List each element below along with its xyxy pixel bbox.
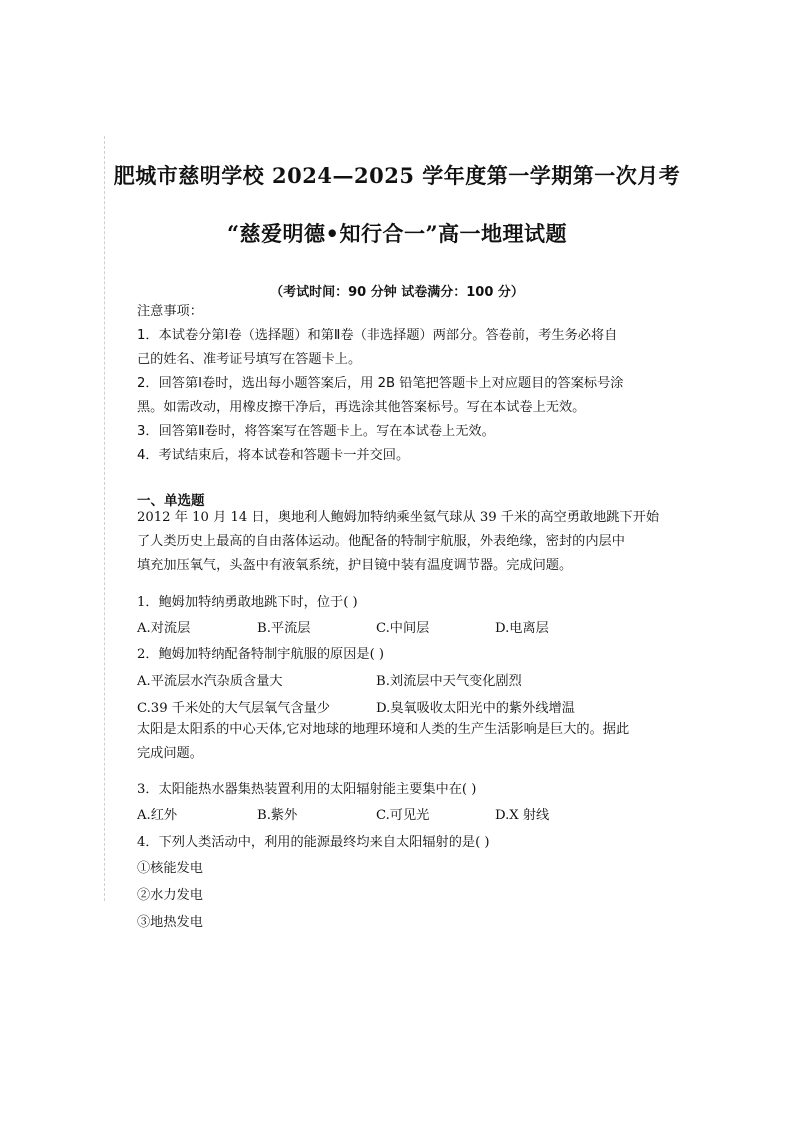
exam-title: 肥城市慈明学校 2024—2025 学年度第一学期第一次月考 xyxy=(113,163,681,188)
question-4-item: ③地热发电 xyxy=(137,915,203,930)
question-4-stem: 4．下列人类活动中，利用的能源最终均来自太阳辐射的是( ) xyxy=(137,835,490,850)
option-c: C.可见光 xyxy=(376,808,430,823)
passage-line: 填充加压氧气，头盔中有液氧系统，护目镜中装有温度调节器。完成问题。 xyxy=(137,558,573,573)
option-d: D.电离层 xyxy=(495,621,549,636)
passage-line: 了人类历史上最高的自由落体运动。他配备的特制宇航服，外表绝缘，密封的内层中 xyxy=(137,534,625,549)
question-4-item: ①核能发电 xyxy=(137,861,203,876)
notice-heading: 注意事项： xyxy=(137,304,203,319)
option-b: B.紫外 xyxy=(257,808,298,823)
question-3-options xyxy=(137,804,657,826)
exam-info: （考试时间：90 分钟 试卷满分：100 分） xyxy=(270,285,524,300)
exam-subtitle: “慈爱明德•知行合一”高一地理试题 xyxy=(226,221,568,246)
option-d: D.X 射线 xyxy=(495,808,550,823)
notice-line: 4．考试结束后，将本试卷和答题卡一并交回。 xyxy=(137,448,410,463)
passage-line: 完成问题。 xyxy=(137,746,203,761)
binding-margin-line xyxy=(104,136,105,901)
notice-line: 1．本试卷分第Ⅰ卷（选择题）和第Ⅱ卷（非选择题）两部分。答卷前，考生务必将自 xyxy=(137,328,618,343)
question-2-options-row1 xyxy=(137,670,657,692)
passage-1 xyxy=(137,506,667,578)
question-2-options-row2 xyxy=(137,697,657,719)
passage-line: 2012 年 10 月 14 日，奥地利人鲍姆加特纳乘坐氦气球从 39 千米的高空勇敢地跳下开始 xyxy=(137,510,660,525)
option-a: A.对流层 xyxy=(137,621,191,636)
question-1-stem: 1．鲍姆加特纳勇敢地跳下时，位于( ) xyxy=(137,595,358,610)
notice-block xyxy=(137,300,667,468)
passage-2 xyxy=(137,718,667,766)
option-a: A.平流层水汽杂质含量大 xyxy=(137,674,283,689)
option-c: C.中间层 xyxy=(376,621,430,636)
option-c: C.39 千米处的大气层氧气含量少 xyxy=(137,701,331,716)
option-b: B.平流层 xyxy=(257,621,311,636)
notice-line: 2．回答第Ⅰ卷时，选出每小题答案后，用 2B 铅笔把答题卡上对应题目的答案标号涂 xyxy=(137,376,624,391)
notice-line: 黑。如需改动，用橡皮擦干净后，再选涂其他答案标号。写在本试卷上无效。 xyxy=(137,400,586,415)
passage-line: 太阳是太阳系的中心天体,它对地球的地理环境和人类的生产生活影响是巨大的。据此 xyxy=(137,722,630,737)
question-1-options xyxy=(137,617,657,639)
section-heading: 一、单选题 xyxy=(137,493,205,509)
option-b: B.刘流层中天气变化剧烈 xyxy=(376,674,522,689)
option-d: D.臭氧吸收太阳光中的紫外线增温 xyxy=(376,701,575,716)
notice-line: 己的姓名、准考证号填写在答题卡上。 xyxy=(137,352,362,367)
notice-line: 3．回答第Ⅱ卷时，将答案写在答题卡上。写在本试卷上无效。 xyxy=(137,424,495,439)
question-3-stem: 3．太阳能热水器集热装置利用的太阳辐射能主要集中在( ) xyxy=(137,782,477,797)
question-2-stem: 2．鲍姆加特纳配备特制宇航服的原因是( ) xyxy=(137,647,385,662)
question-4-item: ②水力发电 xyxy=(137,888,203,903)
option-a: A.红外 xyxy=(137,808,178,823)
